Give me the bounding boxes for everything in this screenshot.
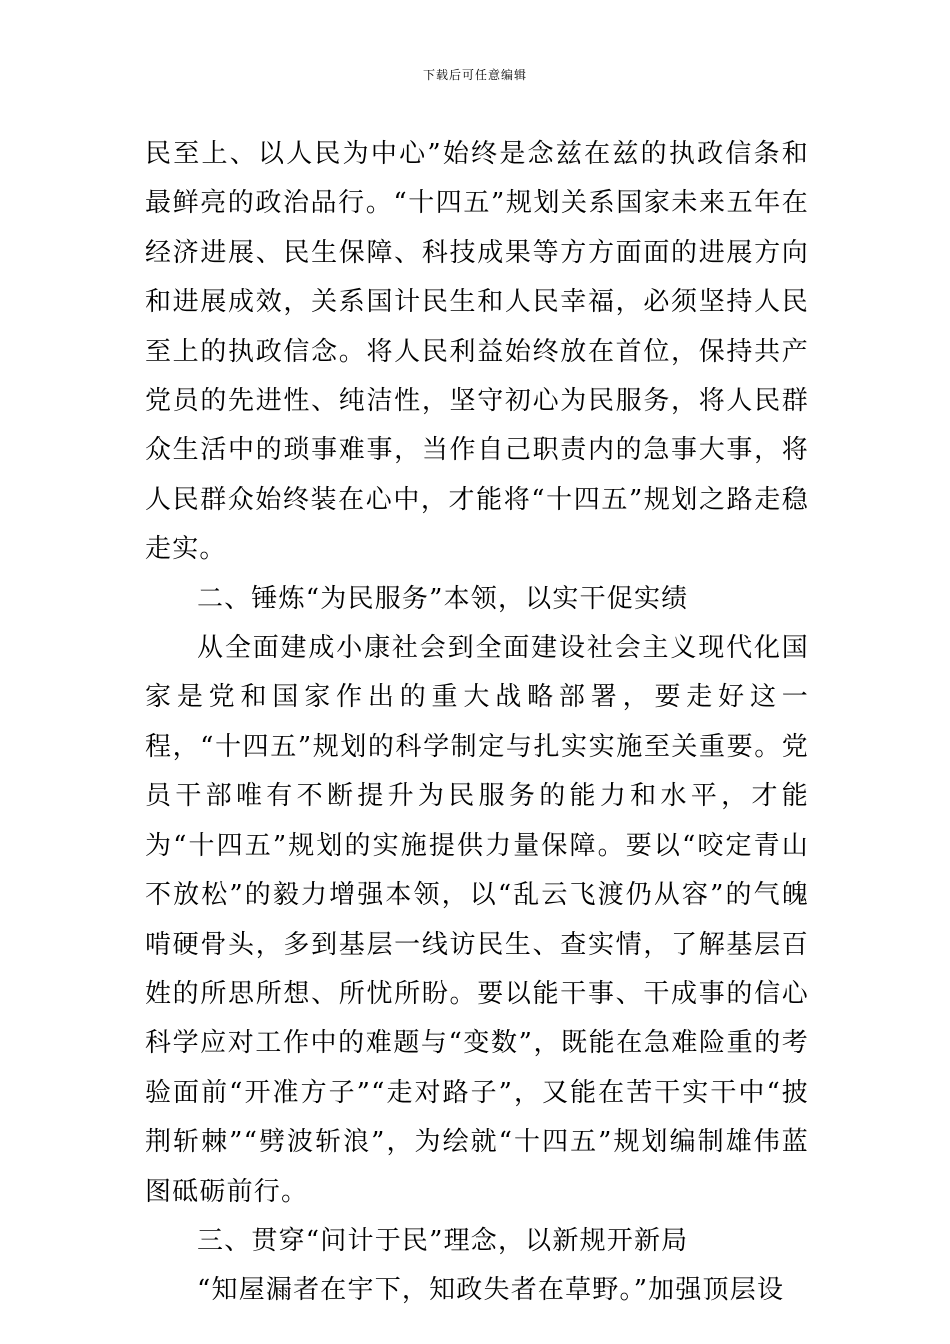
paragraph-3: “知屋漏者在宇下，知政失者在草野。”加强顶层设 <box>197 1275 785 1306</box>
document-body <box>145 130 809 1316</box>
header-note: 下载后可任意编辑 <box>422 68 527 82</box>
paragraph-2: 从全面建成小康社会到全面建设社会主义现代化国家是党和国家作出的重大战略部署，要走好这一程，“十四五”规划的科学制定与扎实实施至关重要。党员干部唯有不断提升为民服务的能力和水平，才能为“十四五”规划的实施提供力量保障。要以“咬定青山不放松”的毅力增强本领，以“乱云飞渡仍从容”的气魄啃硬骨头，多到基层一线访民生、查实情，了解基层百姓的所思所想、所忧所盼。要以能干事、干成事的信心科学应对工作中的难题与“变数”，既能在急难险重的考验面前“开准方子”“走对路子”，又能在苦干实干中“披荆斩棘”“劈波斩浪”，为绘就“十四五”规划编制雄伟蓝图砥砺前行。 <box>145 633 809 1207</box>
paragraph-1: 民至上、以人民为中心”始终是念兹在兹的执政信条和最鲜亮的政治品行。“十四五”规划关系国家未来五年在经济进展、民生保障、科技成果等方方面面的进展方向和进展成效，关系国计民生和人民幸福，必须坚持人民至上的执政信念。将人民利益始终放在首位，保持共产党员的先进性、纯洁性，坚守初心为民服务，将人民群众生活中的琐事难事，当作自己职责内的急事大事，将人民群众始终装在心中，才能将“十四五”规划之路走稳走实。 <box>145 139 809 565</box>
section-heading-3: 三、贯穿“问计于民”理念，以新规开新局 <box>197 1225 689 1256</box>
section-heading-2: 二、锤炼“为民服务”本领，以实干促实绩 <box>197 583 689 614</box>
